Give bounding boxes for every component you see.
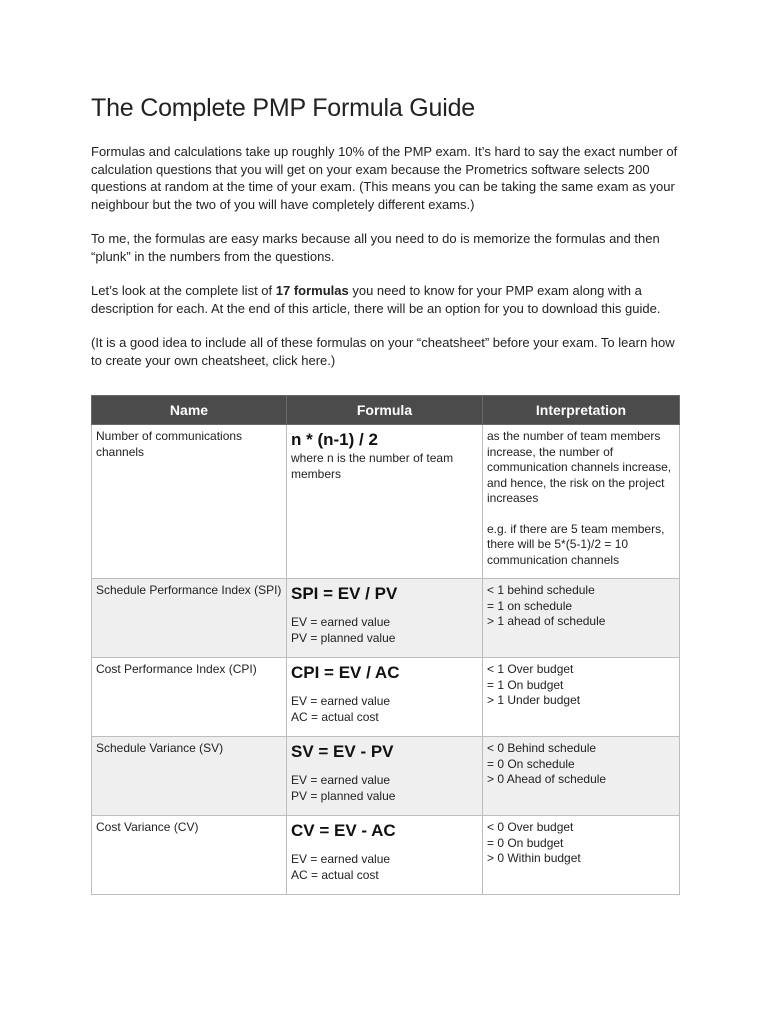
interpretation-line: < 1 behind schedule (487, 583, 595, 597)
formula-expression: CV = EV - AC (291, 821, 396, 840)
interpretation-line: = 0 On schedule (487, 756, 575, 771)
formula-name-cell: Schedule Performance Index (SPI) (92, 579, 287, 658)
formula-name-cell: Cost Variance (CV) (92, 816, 287, 895)
table-row (92, 579, 680, 658)
formula-count-bold: 17 formulas (275, 283, 349, 298)
formula-note: EV = earned value (291, 615, 391, 629)
formula-table (91, 395, 680, 895)
interpretation-line: e.g. if there are 5 team members, there will be 5*(5-1)/2 = 10 communication channels (487, 521, 665, 567)
formula-note: where n is the number of team members (291, 451, 454, 481)
interpretation-line: < 1 Over budget (487, 662, 574, 676)
interpretation-line: < 0 Behind schedule (487, 741, 597, 755)
interpretation-line: > 1 Under budget (487, 693, 581, 707)
interpretation-cell (483, 737, 680, 816)
interpretation-cell (483, 425, 680, 579)
formula-name-cell: Number of communications channels (92, 425, 287, 579)
formula-list-text-after: you need to know for your PMP exam along with a description for each. At the end of this article, there will be an option for you to download this guide. (91, 283, 661, 316)
interpretation-line: as the number of team members increase, the number of communication channels increase, and hence, the risk on the project increases (487, 429, 672, 505)
formula-expression: n * (n-1) / 2 (291, 430, 378, 449)
formula-note: EV = earned value (291, 852, 391, 866)
table-row (92, 737, 680, 816)
formula-note: AC = actual cost (291, 867, 379, 882)
formula-table-body (92, 425, 680, 895)
interpretation-cell (483, 816, 680, 895)
formula-list-paragraph (91, 282, 681, 317)
formula-list-text-before: Let’s look at the complete list of (91, 283, 276, 298)
table-row (92, 425, 680, 579)
interpretation-cell (483, 579, 680, 658)
formula-cell (287, 816, 483, 895)
table-header-row (92, 396, 680, 425)
formula-cell (287, 658, 483, 737)
formula-expression: SPI = EV / PV (291, 584, 398, 603)
table-row (92, 658, 680, 737)
formula-note: AC = actual cost (291, 709, 379, 724)
intro-paragraph: Formulas and calculations take up roughly 10% of the PMP exam. It’s hard to say the exact number of calculation questions that you will get on your exam because the Prometrics software selects 200 questions at random at the time of your exam. (This means you can be taking the same exam as your neighbour but the two of you will have completely different exams.) (91, 144, 678, 212)
interpretation-cell (483, 658, 680, 737)
formula-cell (287, 425, 483, 579)
header-formula: Formula (287, 396, 483, 425)
formula-name-cell: Cost Performance Index (CPI) (92, 658, 287, 737)
document-title: The Complete PMP Formula Guide (91, 94, 475, 122)
formula-expression: SV = EV - PV (291, 742, 394, 761)
cheatsheet-paragraph: (It is a good idea to include all of these formulas on your “cheatsheet” before your exam. To learn how to create your own cheatsheet, click here.) (91, 335, 675, 368)
interpretation-line: = 1 On budget (487, 677, 564, 692)
document-page (91, 92, 681, 386)
formula-expression: CPI = EV / AC (291, 663, 400, 682)
interpretation-line: > 0 Ahead of schedule (487, 772, 607, 786)
interpretation-line: = 1 on schedule (487, 598, 573, 613)
interpretation-spacer (487, 507, 675, 522)
formula-note: PV = planned value (291, 788, 396, 803)
formula-note: EV = earned value (291, 694, 391, 708)
interpretation-line: > 0 Within budget (487, 851, 581, 865)
table-row (92, 816, 680, 895)
formula-cell (287, 737, 483, 816)
header-name: Name (92, 396, 287, 425)
formula-note: EV = earned value (291, 773, 391, 787)
formulas-easy-paragraph: To me, the formulas are easy marks because all you need to do is memorize the formulas and then “plunk” in the numbers from the questions. (91, 231, 660, 264)
formula-cell (287, 579, 483, 658)
formula-note: PV = planned value (291, 630, 396, 645)
interpretation-line: < 0 Over budget (487, 820, 574, 834)
header-interpretation: Interpretation (483, 396, 680, 425)
formula-name-cell: Schedule Variance (SV) (92, 737, 287, 816)
interpretation-line: > 1 ahead of schedule (487, 614, 606, 628)
interpretation-line: = 0 On budget (487, 835, 564, 850)
